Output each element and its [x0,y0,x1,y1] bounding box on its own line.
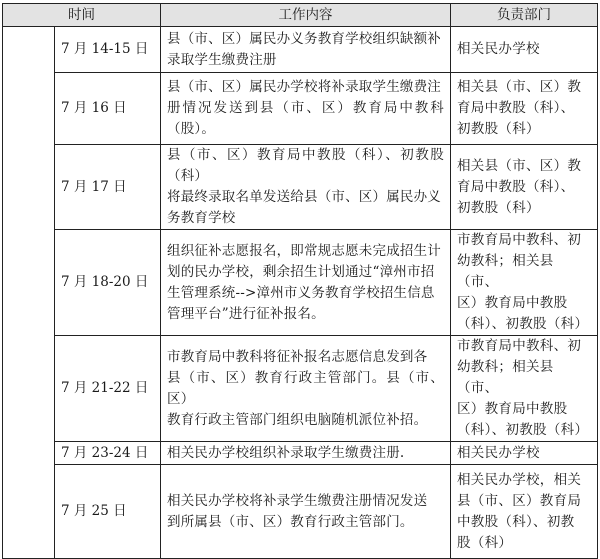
table-row [3,336,598,442]
table-row [3,442,598,465]
dept-line: 县（市、区）教育局 [457,492,582,509]
dept-line: 区）教育局中教股 [457,401,568,417]
date-cell: 7 月 17 日 [55,145,161,230]
dept-line: 初教股（科） [457,121,540,137]
dept-line: 初教股（科） [457,199,540,216]
content-line: 务教育学校 [167,210,236,226]
content-line: 县（市、区）属民办学校将补录取学生缴费注 [167,79,441,95]
content-line: 教育行政主管部门组织电脑随机派位补招。 [167,411,428,428]
dept-line: 区）教育局中教股 [457,295,568,311]
dept-line: （科）、初教股（科） [457,422,589,438]
content-line: 市教育局中教科将征补报名志愿信息发到各 [167,348,428,365]
dept-cell [451,442,598,465]
content-cell [161,73,451,145]
dept-cell [451,27,598,73]
dept-cell [451,465,598,559]
content-line: 县（市、区）教育局中教股（科）、初教股（科） [167,147,444,184]
dept-line: 相关民办学校 [457,444,540,461]
table-row [3,27,598,73]
content-line: 县（市、区）属民办义务教育学校组织缺额补 [167,30,441,47]
header-dept: 负责部门 [451,4,598,27]
header-time: 时间 [3,4,161,27]
content-cell [161,465,451,559]
content-cell [161,230,451,336]
dept-cell [451,336,598,442]
content-cell [161,336,451,442]
date-cell: 7 月 16 日 [55,73,161,145]
dept-line: 幼教科；相关县（市、 [457,359,554,396]
dept-line: 股（科） [457,534,513,551]
content-line: 到所属县（市、区）教育行政主管部门。 [167,513,414,530]
dept-line: 相关民办学校，相关 [457,471,582,488]
header-row [3,4,598,27]
content-line: 将最终录取名单发送给县（市、区）属民办义 [167,189,441,205]
content-line: 县（市、区）教育行政主管部门。县（市、区） [167,369,444,407]
content-line: 相关民办学校组织补录取学生缴费注册. [167,444,405,461]
dept-cell [451,73,598,145]
dept-line: 幼教科；相关县（市、 [457,253,554,290]
table-row [3,73,598,145]
dept-cell [451,145,598,230]
header-content: 工作内容 [161,4,451,27]
content-line: 录取学生缴费注册 [167,51,277,68]
dept-line: 育局中教股（科）、 [457,178,575,195]
date-cell: 7 月 21-22 日 [55,336,161,442]
dept-line: 相关县（市、区）教 [457,79,582,95]
dept-line: 相关民办学校 [457,41,540,57]
date-cell: 7 月 14-15 日 [55,27,161,73]
content-line: 生管理系统-->漳州市义务教育学校招生信息 [167,284,435,301]
content-line: 划的民办学校，剩余招生计划通过“漳州市招 [167,263,435,280]
dept-line: 市教育局中教科、初 [457,232,582,248]
dept-line: 市教育局中教科、初 [457,338,582,354]
dept-line: 中教股（科）、初教 [457,513,575,530]
content-cell [161,145,451,230]
table-row [3,145,598,230]
date-cell: 7 月 23-24 日 [55,442,161,465]
schedule-table [2,3,598,559]
content-line: 册情况发送到县（市、区）教育局中教科（股）。 [167,100,444,137]
dept-line: 育局中教股（科）、 [457,100,575,116]
stage-cell [3,27,55,559]
dept-cell [451,230,598,336]
date-cell: 7 月 25 日 [55,465,161,559]
dept-line: 相关县（市、区）教 [457,157,582,174]
content-cell [161,27,451,73]
content-cell [161,442,451,465]
table-row [3,230,598,336]
table-row [3,465,598,559]
dept-line: （科）、初教股（科） [457,316,589,332]
content-line: 管理平台”进行征补报名。 [167,305,325,322]
date-cell: 7 月 18-20 日 [55,230,161,336]
content-line: 相关民办学校将补录学生缴费注册情况发送 [167,492,428,509]
content-line: 组织征补志愿报名，即常规志愿未完成招生计 [167,242,441,259]
